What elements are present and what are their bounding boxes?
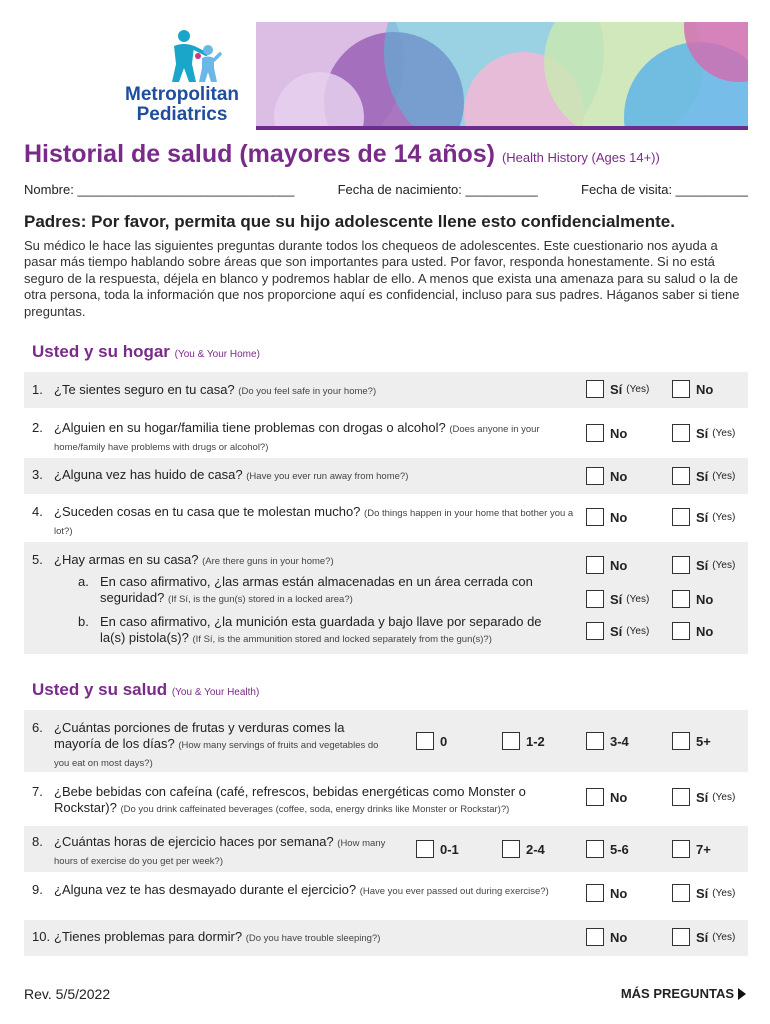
checkbox[interactable] [672, 556, 690, 574]
option-5-plus[interactable]: 5+ [672, 732, 711, 750]
question-row-7 [24, 776, 748, 822]
question-text: ¿Suceden cosas en tu casa que te molestan mucho? (Do things happen in your home that bother you a lot?) [54, 504, 574, 537]
question-number: 8. [32, 834, 43, 849]
question-text: ¿Tienes problemas para dormir? (Do you have trouble sleeping?) [54, 929, 381, 944]
question-row-1 [24, 372, 748, 408]
question-row-10 [24, 920, 748, 956]
option-no[interactable]: No [672, 380, 713, 398]
section-health-heading [32, 680, 259, 700]
option-si[interactable]: Sí (Yes) [672, 884, 735, 902]
subquestion-letter: a. [78, 574, 89, 589]
checkbox[interactable] [416, 840, 434, 858]
checkbox[interactable] [502, 840, 520, 858]
checkbox[interactable] [586, 590, 604, 608]
checkbox[interactable] [586, 508, 604, 526]
option-2-4[interactable]: 2-4 [502, 840, 545, 858]
logo [24, 22, 256, 130]
question-number: 6. [32, 720, 43, 735]
checkbox[interactable] [586, 556, 604, 574]
option-si[interactable]: Sí (Yes) [672, 788, 735, 806]
checkbox[interactable] [672, 788, 690, 806]
question-text: ¿Alguna vez te has desmayado durante el ejercicio? (Have you ever passed out during exercise?) [54, 882, 549, 897]
question-text: ¿Cuántas porciones de frutas y verduras comes la mayoría de los días? (How many servings of fruits and vegetables do you eat on most days?) [54, 720, 379, 769]
option-si[interactable]: Sí (Yes) [586, 622, 649, 640]
question-row-2 [24, 410, 748, 456]
section-home-title-en: (You & Your Home) [174, 349, 260, 360]
checkbox[interactable] [586, 467, 604, 485]
checkbox[interactable] [502, 732, 520, 750]
question-number: 4. [32, 504, 43, 519]
question-row-5 [24, 542, 748, 654]
checkbox[interactable] [672, 380, 690, 398]
question-number: 2. [32, 420, 43, 435]
visit-date-field[interactable]: Fecha de visita: __________ [581, 182, 748, 197]
question-row-4 [24, 496, 748, 540]
logo-text-line1: Metropolitan [125, 84, 239, 105]
subquestion-letter: b. [78, 614, 89, 629]
checkbox[interactable] [586, 840, 604, 858]
checkbox[interactable] [672, 424, 690, 442]
option-5-6[interactable]: 5-6 [586, 840, 629, 858]
revision-date: Rev. 5/5/2022 [24, 986, 111, 1002]
checkbox[interactable] [672, 840, 690, 858]
option-no[interactable]: No [586, 788, 627, 806]
arrow-right-icon [738, 988, 746, 1000]
section-health-title: Usted y su salud [32, 680, 168, 699]
logo-text-line2: Pediatrics [136, 104, 228, 125]
name-field[interactable]: Nombre: ______________________________ [24, 182, 295, 197]
option-no[interactable]: No [672, 622, 713, 640]
more-questions-label: MÁS PREGUNTAS [620, 986, 734, 1001]
question-text: ¿Te sientes seguro en tu casa? (Do you feel safe in your home?) [54, 382, 377, 397]
section-health-title-en: (You & Your Health) [171, 687, 260, 698]
option-no[interactable]: No [672, 590, 713, 608]
page-title-es: Historial de salud (mayores de 14 años) [24, 140, 495, 168]
family-logo-icon [162, 28, 242, 84]
option-si[interactable]: Sí (Yes) [672, 424, 735, 442]
page-title [24, 140, 660, 169]
more-questions-link[interactable] [621, 986, 746, 1001]
question-number: 9. [32, 882, 43, 897]
checkbox[interactable] [672, 732, 690, 750]
subquestion-text: En caso afirmativo, ¿la munición esta guardada y bajo llave por separado de la(s) pistola(s)? (If Sí, is the ammunition stored and locked separately from the gun(s)?) [100, 614, 542, 645]
option-no[interactable]: No [586, 467, 627, 485]
section-home-heading [32, 342, 260, 362]
option-si[interactable]: Sí (Yes) [672, 928, 735, 946]
question-number: 7. [32, 784, 43, 799]
question-row-6 [24, 710, 748, 772]
option-no[interactable]: No [586, 928, 627, 946]
option-si[interactable]: Sí (Yes) [672, 508, 735, 526]
checkbox[interactable] [586, 732, 604, 750]
checkbox[interactable] [672, 928, 690, 946]
option-si[interactable]: Sí (Yes) [672, 467, 735, 485]
checkbox[interactable] [672, 508, 690, 526]
option-si[interactable]: Sí (Yes) [672, 556, 735, 574]
page-title-en: (Health History (Ages 14+)) [501, 150, 660, 165]
checkbox[interactable] [586, 884, 604, 902]
question-row-8 [24, 826, 748, 872]
question-text: ¿Alguien en su hogar/familia tiene problemas con drogas o alcohol? (Does anyone in your home/family have problems with drugs or alcohol?) [54, 420, 540, 453]
checkbox[interactable] [672, 590, 690, 608]
question-text: ¿Hay armas en su casa? (Are there guns in your home?) [54, 552, 334, 567]
patient-info-line [24, 182, 748, 197]
option-1-2[interactable]: 1-2 [502, 732, 545, 750]
question-text: ¿Cuántas horas de ejercicio haces por semana? (How many hours of exercise do you get per week?) [54, 834, 386, 867]
option-si[interactable]: Sí (Yes) [586, 590, 649, 608]
section-home-title: Usted y su hogar [32, 342, 170, 361]
option-no[interactable]: No [586, 508, 627, 526]
question-number: 1. [32, 382, 43, 397]
option-0[interactable]: 0 [416, 732, 447, 750]
option-no[interactable]: No [586, 556, 627, 574]
option-7-plus[interactable]: 7+ [672, 840, 711, 858]
checkbox[interactable] [586, 424, 604, 442]
option-no[interactable]: No [586, 424, 627, 442]
option-3-4[interactable]: 3-4 [586, 732, 629, 750]
option-no[interactable]: No [586, 884, 627, 902]
question-text: ¿Alguna vez has huido de casa? (Have you ever run away from home?) [54, 467, 409, 482]
question-row-9 [24, 874, 748, 918]
parents-heading: Padres: Por favor, permita que su hijo adolescente llene esto confidencialmente. [24, 212, 675, 231]
checkbox[interactable] [672, 622, 690, 640]
checkbox[interactable] [416, 732, 434, 750]
question-number: 5. [32, 552, 43, 567]
checkbox[interactable] [672, 884, 690, 902]
option-0-1[interactable]: 0-1 [416, 840, 459, 858]
option-si[interactable]: Sí (Yes) [586, 380, 649, 398]
question-text: ¿Bebe bebidas con cafeína (café, refrescos, bebidas energéticas como Monster o Rockstar)? (Do you drink caffeinated beverages (coffee, soda, energy drinks like Monster or Rockstar)?) [54, 784, 526, 815]
checkbox[interactable] [586, 622, 604, 640]
question-row-3 [24, 458, 748, 494]
checkbox[interactable] [672, 467, 690, 485]
question-number: 10. [32, 929, 51, 944]
dob-field[interactable]: Fecha de nacimiento: __________ [337, 182, 538, 197]
question-number: 3. [32, 467, 43, 482]
parents-instructions: Su médico le hace las siguientes preguntas durante todos los chequeos de adolescentes. Este cuestionario nos ayuda a pasar más tiempo hablando sobre áreas que son importantes para usted. Por favor, responda honestamente. Si no está seguro de la respuesta, déjela en blanco y podremos hablar de ello. A menos que exista una amenaza para su salud o la de otra persona, toda la información que nos proporcione aquí es confidencial, incluso para sus padres. Háganos saber si tiene preguntas. [24, 238, 740, 319]
subquestion-text: En caso afirmativo, ¿las armas están almacenadas en un área cerrada con seguridad? (If Sí, is the gun(s) stored in a locked area?) [100, 574, 533, 605]
checkbox[interactable] [586, 928, 604, 946]
checkbox[interactable] [586, 788, 604, 806]
checkbox[interactable] [586, 380, 604, 398]
